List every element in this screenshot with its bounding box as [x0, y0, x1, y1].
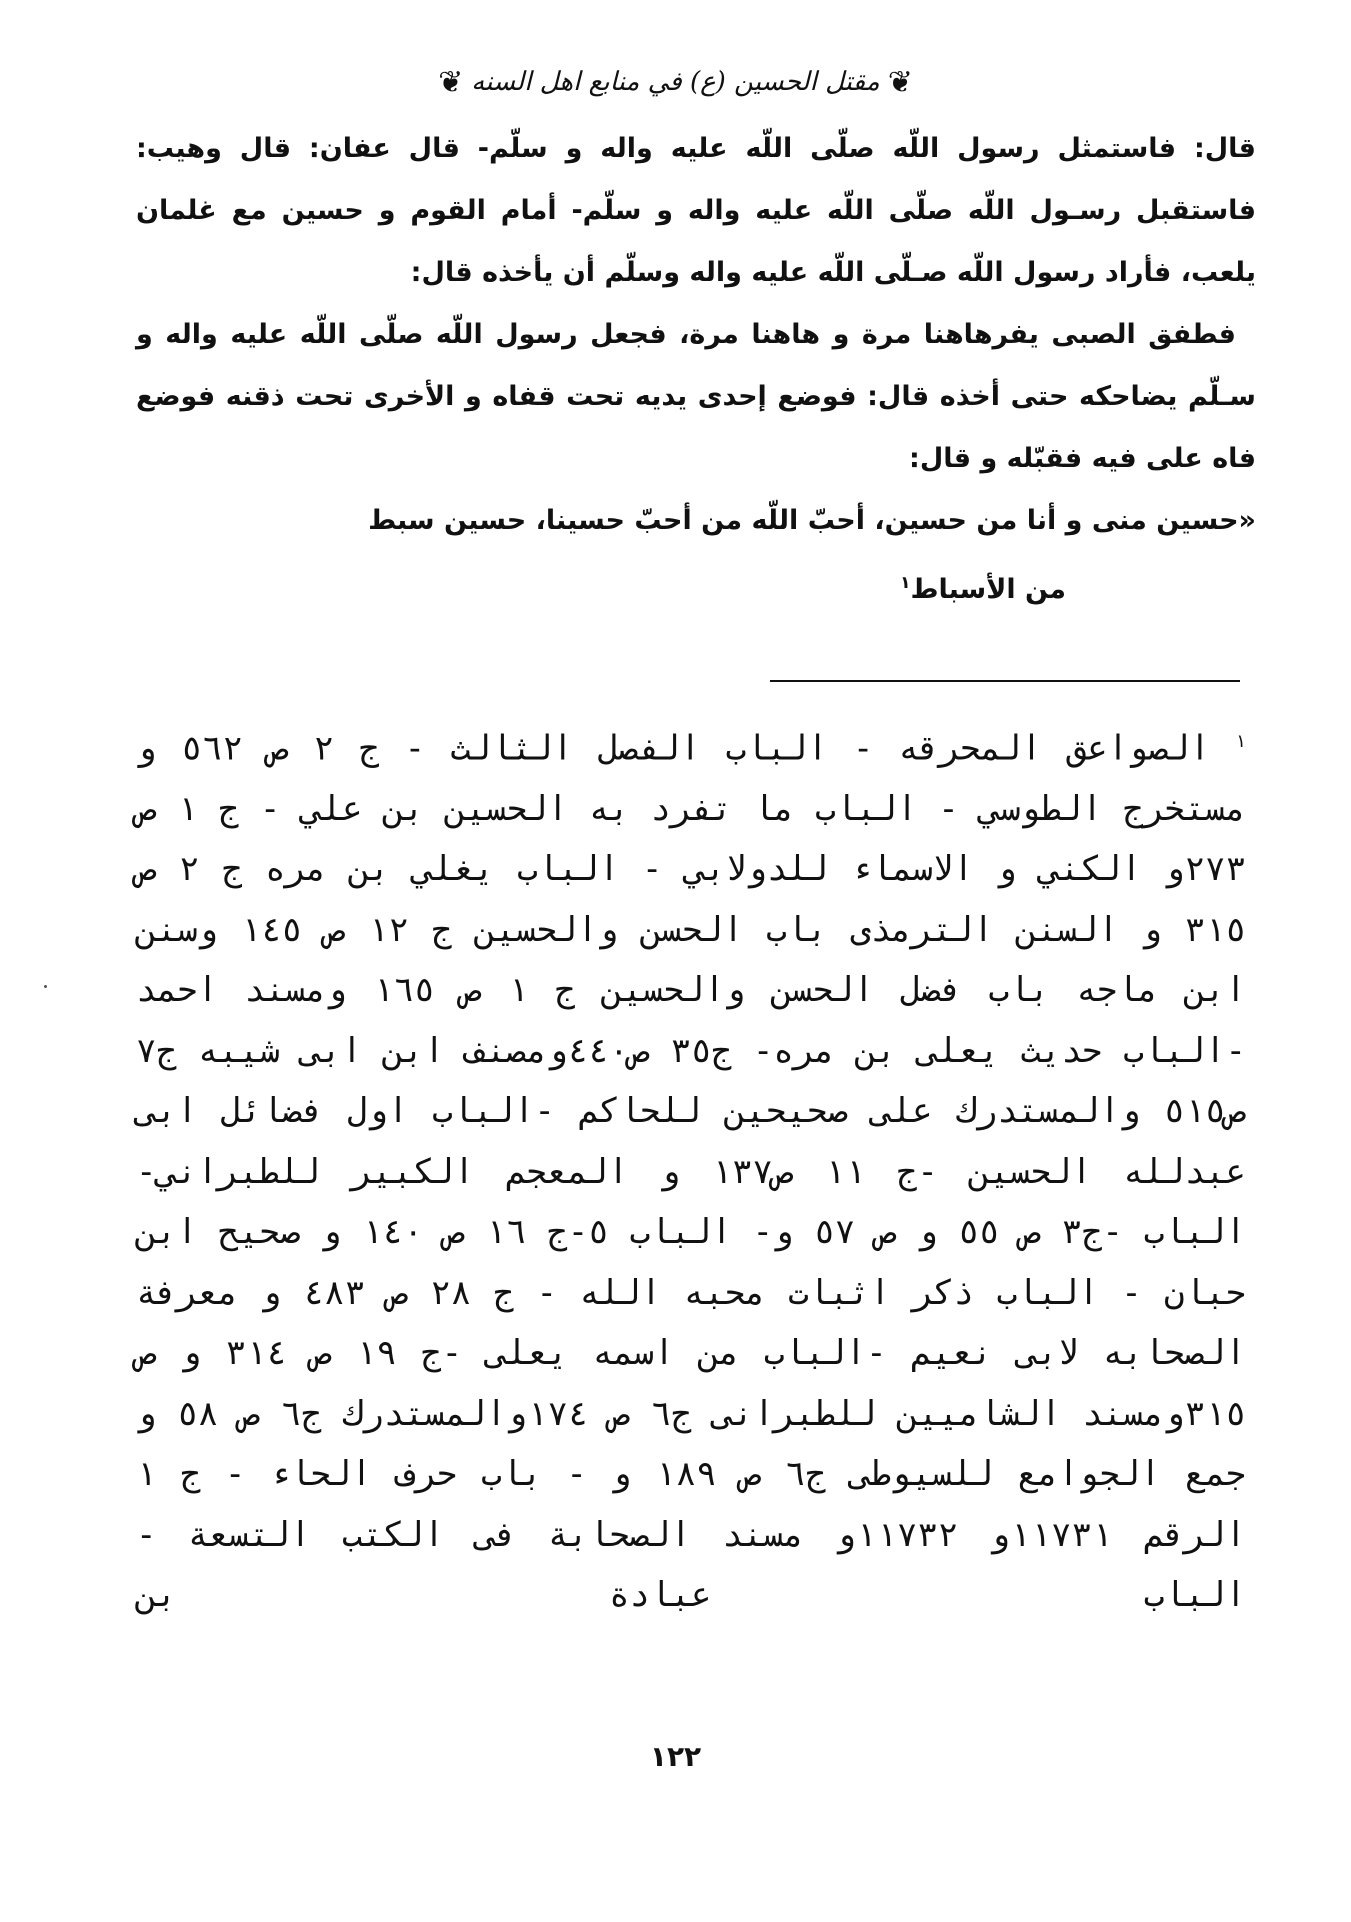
- footnote: [136, 712, 1246, 1626]
- paragraph-2: فطفق الصبى يفرهاهنا مرة و هاهنا مرة، فجعل رسول اللّه صلّى اللّه عليه واله و سـلّم يضاحكه حتى أخذه قال: فوضع إحدى يديه تحت قفاه و الأخرى تحت ذقنه فوضع فاه على فيه فقبّله و قال:: [136, 319, 1256, 474]
- quote-line-1: «حسين منى و أنا من حسين، أحبّ اللّه من أحبّ حسينا، حسين سبط: [368, 505, 1256, 536]
- header-title: مقتل الحسين (ع) في منابع اهل السنه: [471, 67, 880, 97]
- footnote-reference: ١: [900, 573, 911, 593]
- quote-line-2: [136, 552, 1256, 621]
- ornament-icon: ❦: [438, 65, 464, 100]
- running-header: [0, 62, 1351, 103]
- paragraph-1: قال: فاستمثل رسول اللّه صلّى اللّه عليه واله و سلّم- قال عفان: قال وهيب: فاستقبل رسـول اللّه صلّى اللّه عليه واله و سلّم- أمام القوم و حسين مع غلمان يلعب، فأراد رسول اللّه صـلّى اللّه عليه واله وسلّم أن يأخذه قال:: [136, 133, 1256, 288]
- footnote-text: الصواعق المحرقه - الباب الفصل الثالث - ج ٢ ص ٥٦٢ و مستخرج الطوسي - الباب ما تفرد به الحسين بن علي - ج ١ ص ٢٧٣و الكني و الاسماء للدولابي - الباب يغلي بن مره ج ٢ ص ٣١٥ و السنن الترمذى باب الحسن والحسين ج ١٢ ص ١٤٥ وسنن ابن ماجه باب فضل الحسن والحسين ج ١ ص ١٦٥ ومسند احمد -الباب حديث يعلى بن مره- ج٣٥ ص٤٤٠ومصنف ابن ابى شيبه ج٧ ص٥١٥ والمستدرك على صحيحين للحاكم -الباب اول فضائل ابى عبدلله الحسين -ج ١١ ص١٣٧ و المعجم الكبير للطبراني-الباب -ج٣ ص ٥٥ و ص ٥٧ و- الباب ٥-ج ١٦ ص ١٤٠ و صحيح ابن حبان - الباب ذكر اثبات محبه الله - ج ٢٨ ص ٤٨٣ و معرفة الصحابه لابى نعيم -الباب من اسمه يعلى -ج ١٩ ص ٣١٤ و ص ٣١٥ومسند الشاميين للطبرانى ج٦ ص ١٧٤والمستدرك ج٦ ص ٥٨ و جمع الجوامع للسيوطى ج٦ ص ١٨٩ و - باب حرف الحاء - ج ١ الرقم ١١٧٣١و ١١٧٣٢و مسند الصحابة فى الكتب التسعة - الباب عبادة بن: [136, 728, 1246, 1616]
- main-text: [136, 118, 1256, 621]
- ornament-icon: ❦: [887, 65, 913, 100]
- quote-line-2-text: من الأسباط: [910, 574, 1066, 605]
- footnote-number: ١: [1235, 731, 1246, 752]
- footnote-separator: [770, 680, 1240, 682]
- page-number: ١٢٢: [649, 1740, 702, 1773]
- scan-speck: [44, 985, 47, 988]
